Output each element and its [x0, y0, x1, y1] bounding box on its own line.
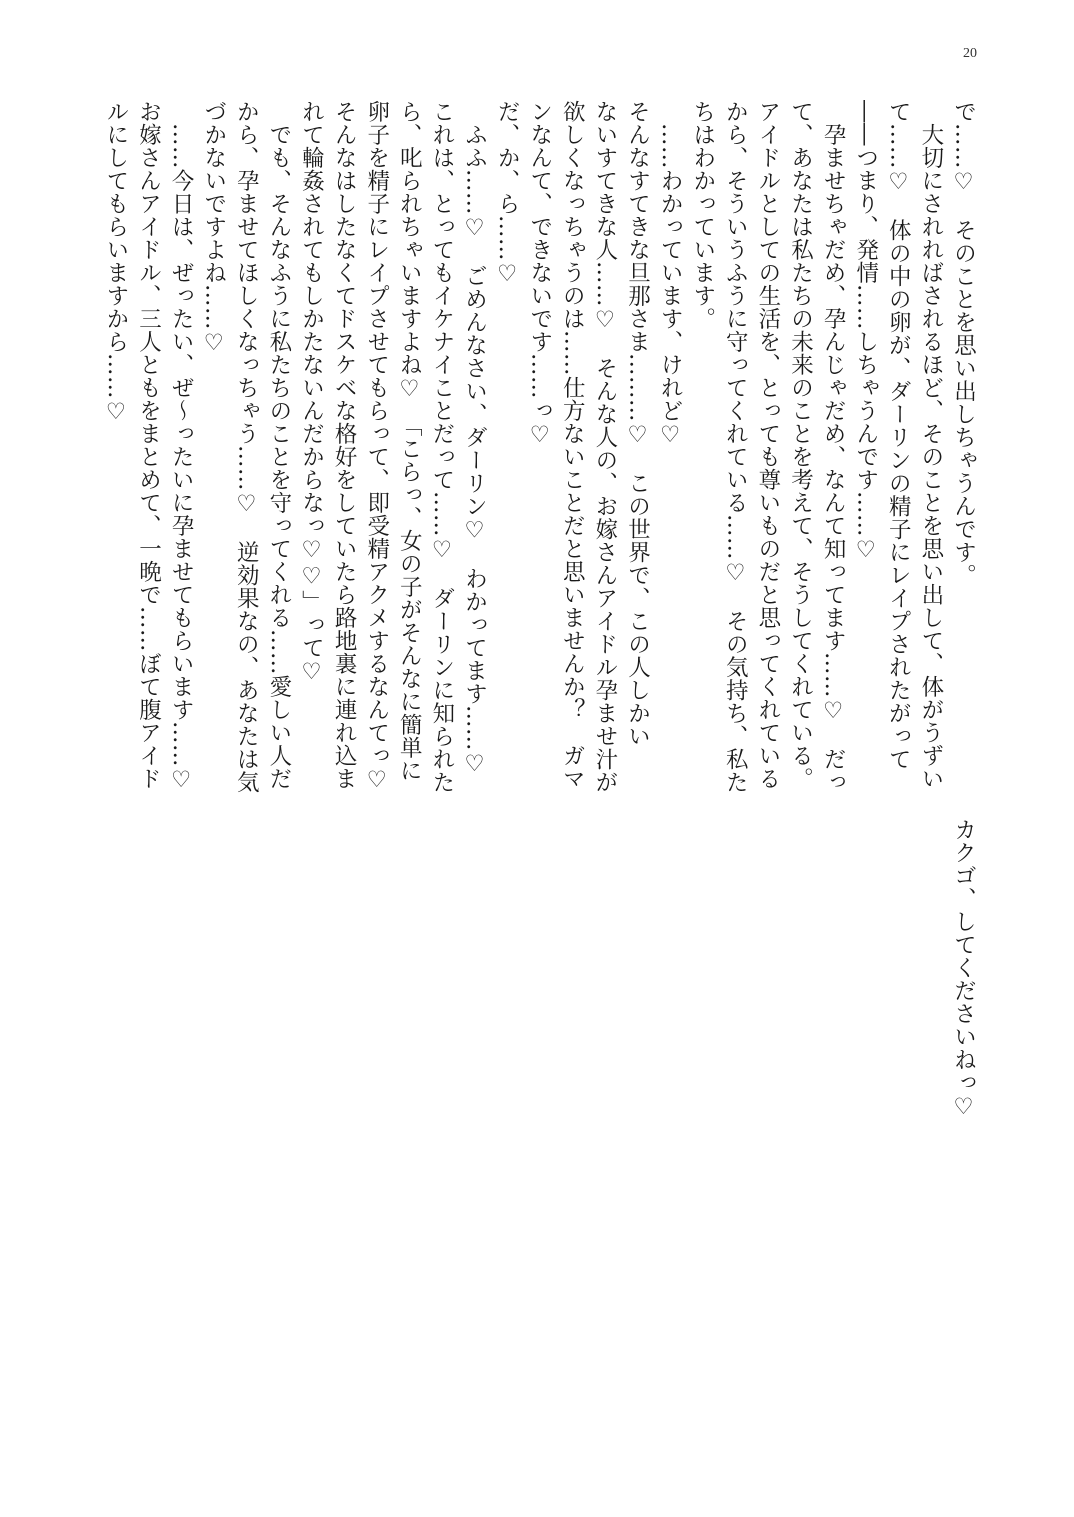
text-line: アイドルとしての生活を、とっても尊いものだと思ってくれている	[754, 100, 781, 790]
text-line: そんなはしたなくてドスケベな格好をしていたら路地裏に連れ込ま	[331, 100, 358, 790]
text-line: お嫁さんアイドル、三人ともをまとめて、一晩で……ぼて腹アイド	[135, 100, 162, 790]
text-line: て、あなたは私たちの未来のことを考えて、そうしてくれている。	[787, 100, 814, 790]
text-line: これは、とってもイケナイことだって……♡ ダーリンに知られた	[428, 100, 455, 794]
text-line: ふふ……♡ ごめんなさい、ダーリン♡ わかってます……♡	[461, 100, 488, 778]
text-line: 大切にされればされるほど、そのことを思い出して、体がうずい	[917, 100, 944, 790]
closing-text: カクゴ、してくださいねっ♡	[950, 818, 977, 1121]
text-line: れて輪姦されてもしかたないんだからなっ♡♡」って♡	[298, 100, 325, 686]
text-line: 卵子を精子にレイプさせてもらって、即受精アクメするなんてっ♡	[363, 100, 390, 794]
text-line: で……♡ そのことを思い出しちゃうんです。	[950, 100, 977, 587]
page-number: 20	[963, 46, 977, 61]
text-line: ら、叱られちゃいますよね♡ 「こらっ、女の子がそんなに簡単に	[396, 100, 423, 783]
text-line: から、そういうふうに守ってくれている……♡ その気持ち、私た	[722, 100, 749, 794]
closing-line	[952, 818, 975, 1148]
text-line: ちはわかっています。	[689, 100, 716, 330]
text-line: だ、か、ら……♡	[494, 100, 521, 288]
text-line: て……♡ 体の中の卵が、ダーリンの精子にレイプされたがって	[885, 100, 912, 771]
text-line: そんなすてきな旦那さま………♡ この世界で、この人しかい	[624, 100, 651, 748]
text-line: ――つまり、発情……しちゃうんです……♡	[852, 100, 879, 564]
text-line: ……わかっています、けれど♡	[657, 100, 684, 449]
text-line: ルにしてもらいますから……♡	[102, 100, 129, 426]
text-line: ……今日は、ぜったい、ぜ～ったいに孕ませてもらいます……♡	[168, 100, 195, 794]
text-line: 孕ませちゃだめ、孕んじゃだめ、なんて知ってます……♡ だっ	[820, 100, 847, 794]
text-line: ないすてきな人……♡ そんな人の、お嫁さんアイドル孕ませ汁が	[591, 100, 618, 794]
text-line: から、孕ませてほしくなっちゃう……♡ 逆効果なの、あなたは気	[233, 100, 260, 794]
text-line: ンなんて、できないです……っ♡	[526, 100, 553, 449]
text-line: づかないですよね……♡	[200, 100, 227, 357]
text-line: 欲しくなっちゃうのは……仕方ないことだと思いませんか？ ガマ	[559, 100, 586, 790]
text-line: でも、そんなふうに私たちのことを守ってくれる……愛しい人だ	[265, 100, 292, 790]
